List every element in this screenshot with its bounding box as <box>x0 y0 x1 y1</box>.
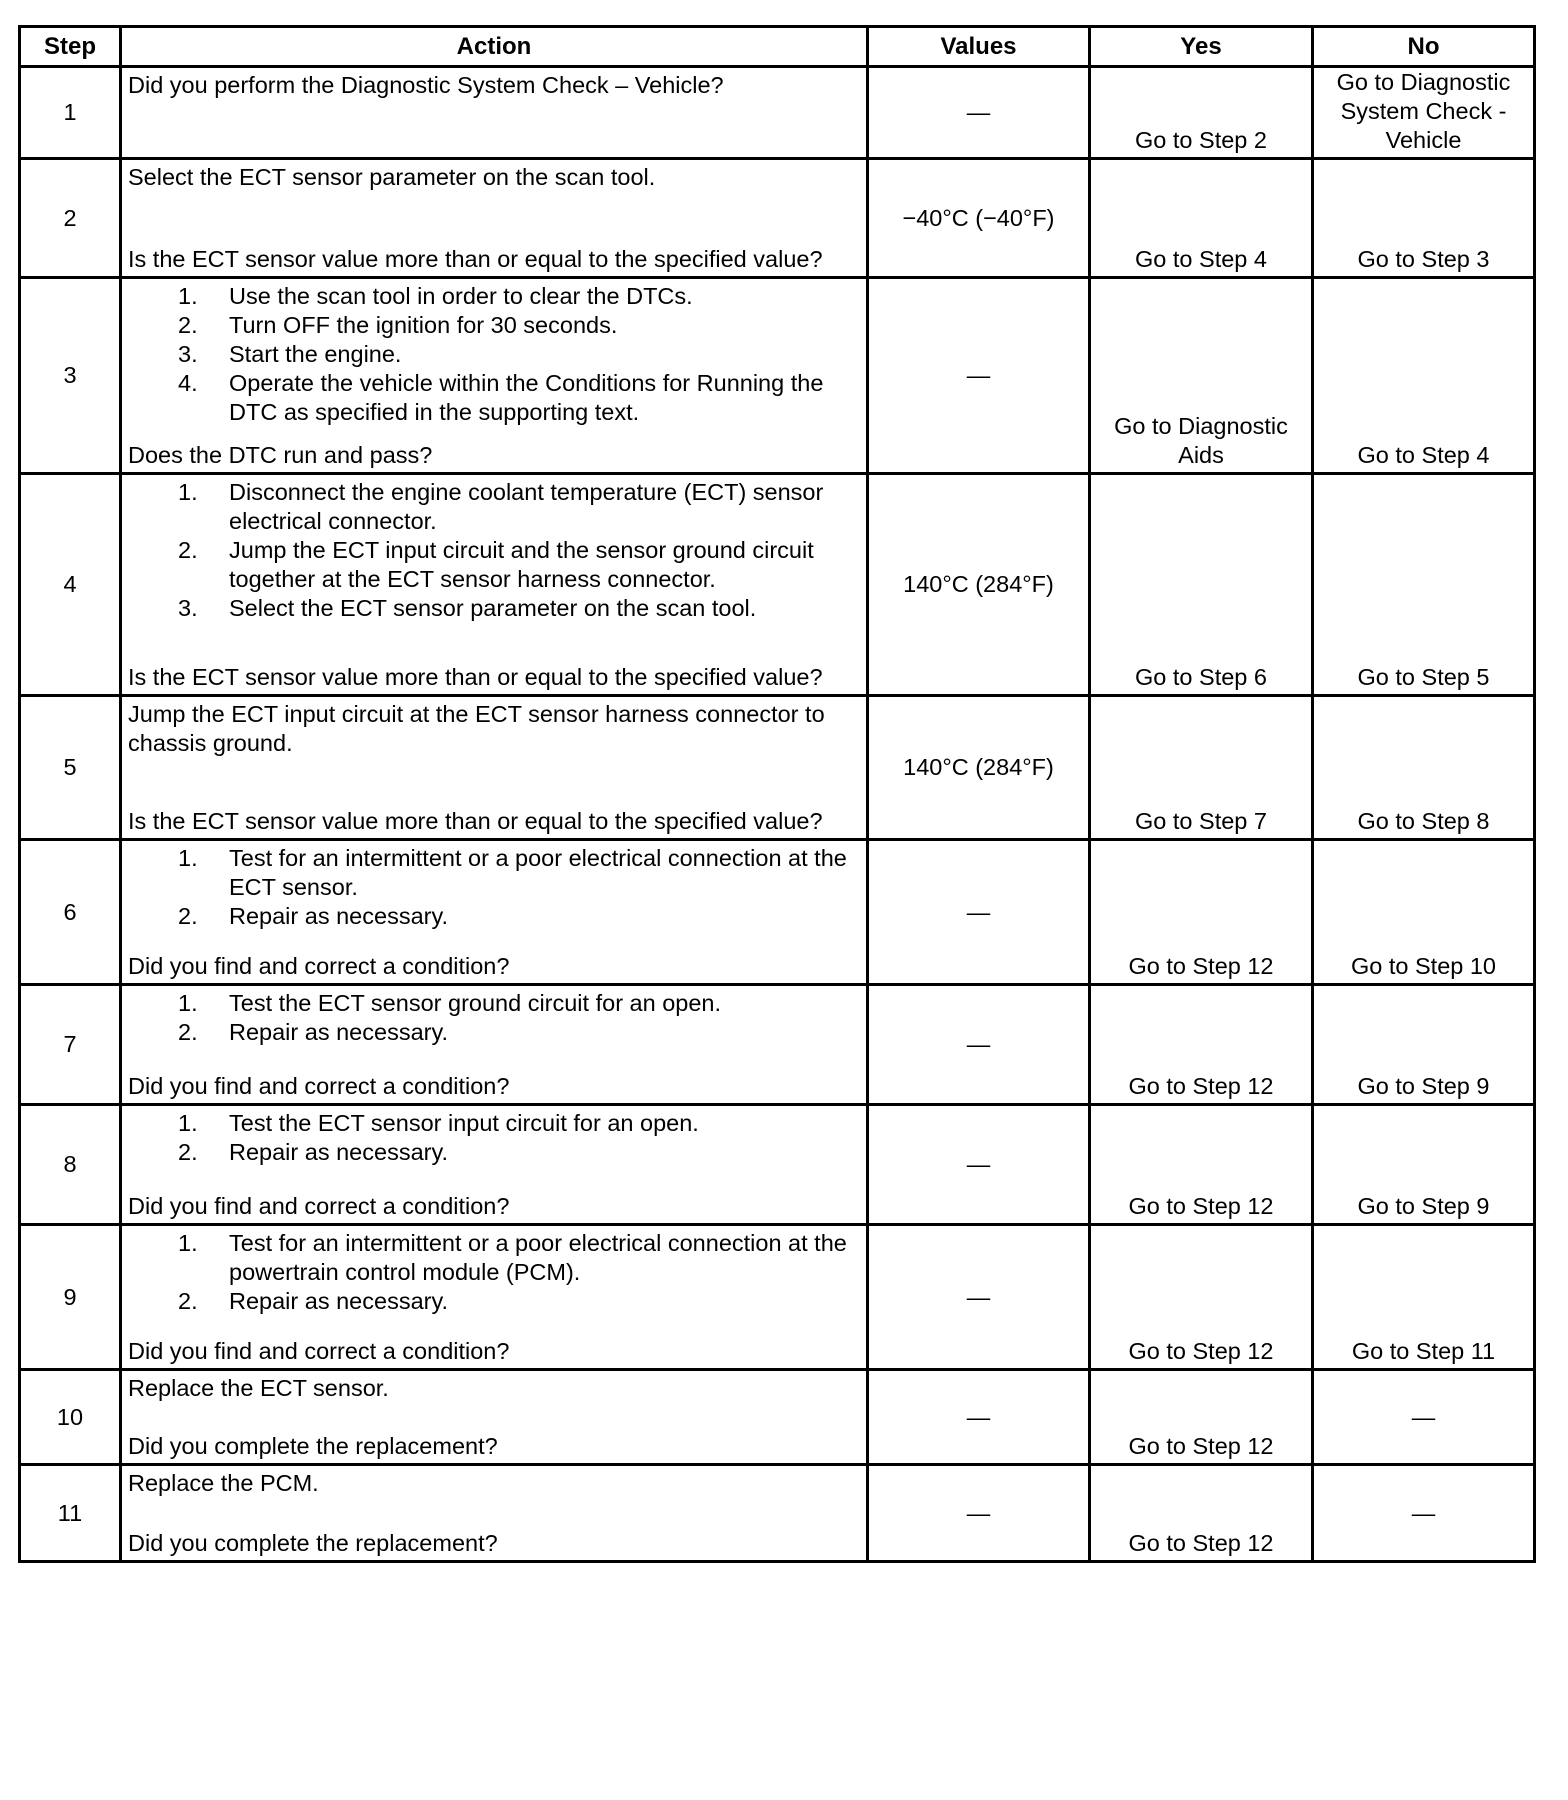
action-instruction: Did you perform the Diagnostic System Check – Vehicle? <box>128 72 724 98</box>
diagnostic-table <box>18 25 1536 1563</box>
value-cell: — <box>868 1105 1090 1225</box>
list-item-text: Test for an intermittent or a poor electrical connection at the ECT sensor. <box>229 845 847 900</box>
list-item-number: 1. <box>178 283 198 309</box>
list-item <box>128 1138 860 1167</box>
action-instruction: Replace the ECT sensor. <box>128 1375 389 1401</box>
list-item <box>128 1018 860 1047</box>
list-item-number: 2. <box>178 903 198 929</box>
action-instruction: Jump the ECT input circuit at the ECT sensor harness connector to chassis ground. <box>128 701 825 756</box>
value-cell: — <box>868 1370 1090 1465</box>
list-item-number: 1. <box>178 845 198 871</box>
yes-cell: Go to Step 6 <box>1090 474 1313 696</box>
list-item-text: Test for an intermittent or a poor electrical connection at the powertrain control module (PCM). <box>229 1230 847 1285</box>
step-number: 5 <box>20 696 121 840</box>
no-cell: Go to Step 10 <box>1313 840 1535 985</box>
list-item-text: Operate the vehicle within the Conditions for Running the DTC as specified in the supporting text. <box>229 370 824 425</box>
table-row <box>20 840 1535 985</box>
action-cell <box>121 1105 868 1225</box>
list-item-number: 2. <box>178 1288 198 1314</box>
list-item-text: Turn OFF the ignition for 30 seconds. <box>229 312 618 338</box>
list-item-number: 4. <box>178 370 198 396</box>
step-number: 8 <box>20 1105 121 1225</box>
action-cell <box>121 474 868 696</box>
action-question: Did you find and correct a condition? <box>128 1073 510 1099</box>
list-item-number: 3. <box>178 341 198 367</box>
list-item <box>128 1229 860 1287</box>
no-cell: Go to Step 9 <box>1313 985 1535 1105</box>
table-row <box>20 278 1535 474</box>
list-item-number: 2. <box>178 1139 198 1165</box>
list-item-text: Repair as necessary. <box>229 1019 448 1045</box>
no-cell: — <box>1313 1465 1535 1562</box>
action-instruction: Replace the PCM. <box>128 1470 319 1496</box>
step-number: 9 <box>20 1225 121 1370</box>
list-item <box>128 1287 860 1316</box>
table-row <box>20 159 1535 278</box>
step-number: 3 <box>20 278 121 474</box>
list-item <box>128 340 860 369</box>
list-item-text: Repair as necessary. <box>229 1288 448 1314</box>
yes-cell: Go to Step 12 <box>1090 840 1313 985</box>
list-item <box>128 369 860 427</box>
list-item <box>128 282 860 311</box>
yes-cell: Go to Step 12 <box>1090 985 1313 1105</box>
list-item <box>128 536 860 594</box>
diagnostic-table-container <box>18 25 1536 1563</box>
no-cell: Go to Step 11 <box>1313 1225 1535 1370</box>
step-number: 6 <box>20 840 121 985</box>
list-item-text: Disconnect the engine coolant temperature (ECT) sensor electrical connector. <box>229 479 824 534</box>
action-question: Did you find and correct a condition? <box>128 953 510 979</box>
yes-cell: Go to Step 12 <box>1090 1465 1313 1562</box>
yes-cell: Go to Step 2 <box>1090 67 1313 159</box>
step-number: 1 <box>20 67 121 159</box>
header-action: Action <box>121 27 868 67</box>
table-header-row <box>20 27 1535 67</box>
action-question: Did you find and correct a condition? <box>128 1338 510 1364</box>
yes-cell: Go to Step 12 <box>1090 1105 1313 1225</box>
list-item-number: 1. <box>178 990 198 1016</box>
list-item-text: Repair as necessary. <box>229 903 448 929</box>
step-number: 4 <box>20 474 121 696</box>
action-steps-list <box>128 1109 860 1167</box>
action-cell <box>121 278 868 474</box>
action-question: Is the ECT sensor value more than or equal to the specified value? <box>128 246 823 272</box>
list-item <box>128 902 860 931</box>
step-number: 7 <box>20 985 121 1105</box>
action-cell <box>121 1225 868 1370</box>
table-row <box>20 474 1535 696</box>
value-cell: — <box>868 840 1090 985</box>
list-item-text: Start the engine. <box>229 341 402 367</box>
action-question: Is the ECT sensor value more than or equal to the specified value? <box>128 808 823 834</box>
list-item <box>128 844 860 902</box>
list-item-text: Select the ECT sensor parameter on the scan tool. <box>229 595 757 621</box>
action-steps-list <box>128 478 860 623</box>
value-cell: 140°C (284°F) <box>868 696 1090 840</box>
step-number: 10 <box>20 1370 121 1465</box>
list-item-number: 2. <box>178 1019 198 1045</box>
table-row <box>20 985 1535 1105</box>
no-cell: Go to Step 4 <box>1313 278 1535 474</box>
table-row <box>20 696 1535 840</box>
list-item-text: Test the ECT sensor ground circuit for an open. <box>229 990 722 1016</box>
action-steps-list <box>128 989 860 1047</box>
list-item-text: Test the ECT sensor input circuit for an open. <box>229 1110 699 1136</box>
yes-cell: Go to Step 12 <box>1090 1370 1313 1465</box>
header-values: Values <box>868 27 1090 67</box>
table-row <box>20 1370 1535 1465</box>
action-cell <box>121 159 868 278</box>
action-question: Did you complete the replacement? <box>128 1433 498 1459</box>
list-item-text: Repair as necessary. <box>229 1139 448 1165</box>
value-cell: — <box>868 1465 1090 1562</box>
header-step: Step <box>20 27 121 67</box>
yes-cell: Go to Diagnostic Aids <box>1090 278 1313 474</box>
action-cell <box>121 985 868 1105</box>
list-item-number: 2. <box>178 537 198 563</box>
table-row <box>20 1225 1535 1370</box>
action-question: Did you complete the replacement? <box>128 1530 498 1556</box>
action-cell <box>121 696 868 840</box>
table-row <box>20 1465 1535 1562</box>
action-steps-list <box>128 1229 860 1316</box>
no-cell: — <box>1313 1370 1535 1465</box>
value-cell: — <box>868 67 1090 159</box>
list-item <box>128 311 860 340</box>
no-cell: Go to Step 9 <box>1313 1105 1535 1225</box>
action-question: Is the ECT sensor value more than or equal to the specified value? <box>128 664 823 690</box>
header-no: No <box>1313 27 1535 67</box>
step-number: 11 <box>20 1465 121 1562</box>
list-item-number: 3. <box>178 595 198 621</box>
action-cell <box>121 1370 868 1465</box>
table-row <box>20 1105 1535 1225</box>
list-item <box>128 1109 860 1138</box>
action-cell <box>121 840 868 985</box>
header-yes: Yes <box>1090 27 1313 67</box>
action-cell <box>121 67 868 159</box>
action-question: Does the DTC run and pass? <box>128 442 433 468</box>
no-cell: Go to Step 5 <box>1313 474 1535 696</box>
list-item-number: 1. <box>178 1230 198 1256</box>
no-cell: Go to Diagnostic System Check - Vehicle <box>1313 67 1535 159</box>
list-item-number: 1. <box>178 1110 198 1136</box>
value-cell: 140°C (284°F) <box>868 474 1090 696</box>
list-item <box>128 594 860 623</box>
yes-cell: Go to Step 7 <box>1090 696 1313 840</box>
list-item-text: Jump the ECT input circuit and the sensor ground circuit together at the ECT sensor harness connector. <box>229 537 814 592</box>
yes-cell: Go to Step 12 <box>1090 1225 1313 1370</box>
action-steps-list <box>128 844 860 931</box>
step-number: 2 <box>20 159 121 278</box>
action-instruction: Select the ECT sensor parameter on the scan tool. <box>128 164 656 190</box>
list-item <box>128 989 860 1018</box>
no-cell: Go to Step 8 <box>1313 696 1535 840</box>
action-cell <box>121 1465 868 1562</box>
value-cell: — <box>868 985 1090 1105</box>
value-cell: — <box>868 278 1090 474</box>
value-cell: — <box>868 1225 1090 1370</box>
list-item-text: Use the scan tool in order to clear the DTCs. <box>229 283 693 309</box>
action-question: Did you find and correct a condition? <box>128 1193 510 1219</box>
list-item-number: 2. <box>178 312 198 338</box>
yes-cell: Go to Step 4 <box>1090 159 1313 278</box>
list-item-number: 1. <box>178 479 198 505</box>
value-cell: −40°C (−40°F) <box>868 159 1090 278</box>
list-item <box>128 478 860 536</box>
no-cell: Go to Step 3 <box>1313 159 1535 278</box>
action-steps-list <box>128 282 860 427</box>
table-row <box>20 67 1535 159</box>
